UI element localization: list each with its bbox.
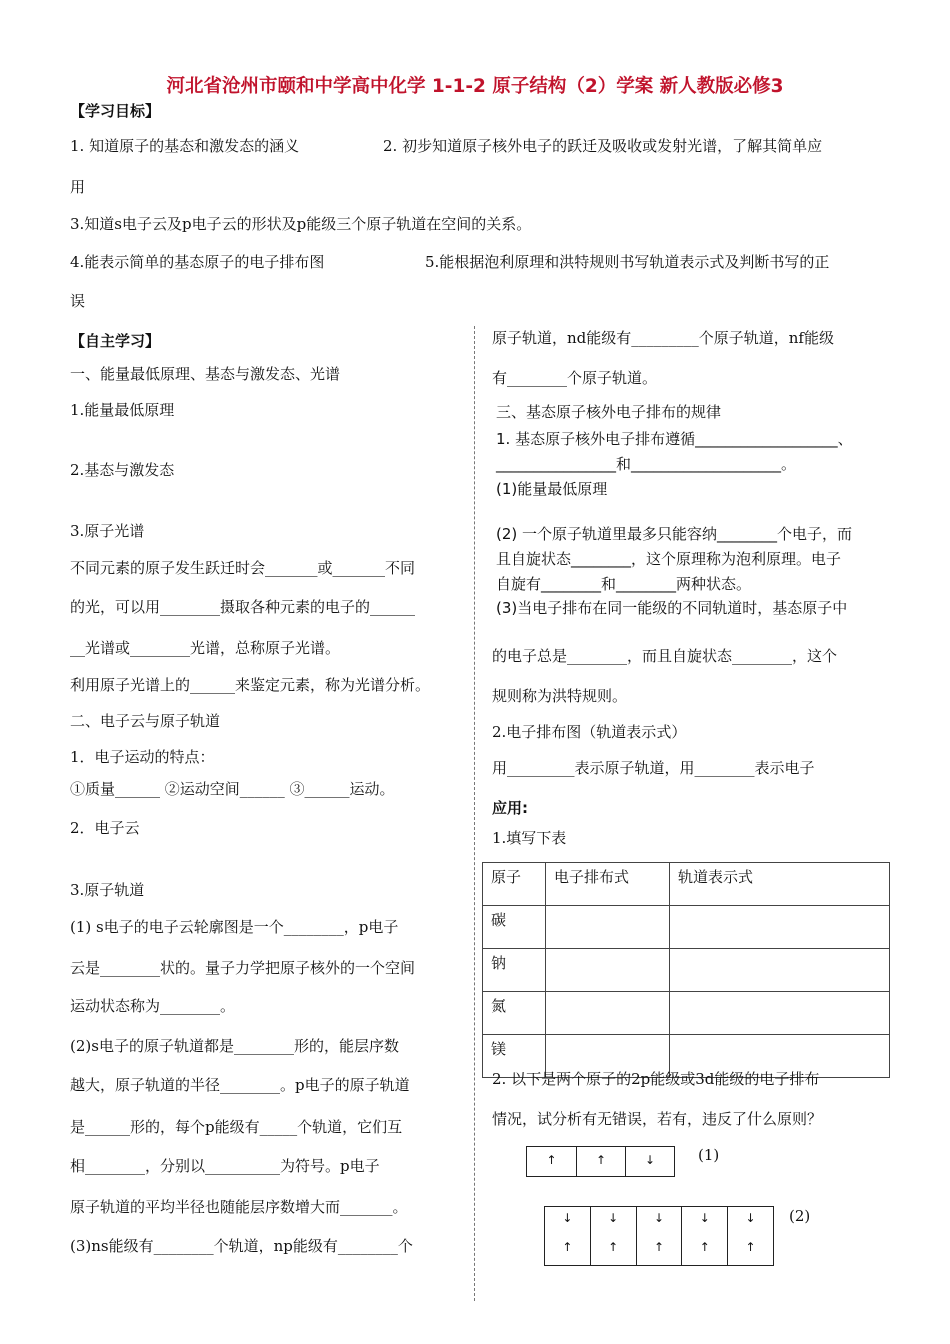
text-line: (1) s电子的电子云轮廓图是一个________，p电子 — [70, 918, 399, 936]
electron-config-table — [482, 862, 890, 1078]
orbital-cell — [527, 1147, 577, 1176]
atom-cell: 钠 — [483, 949, 546, 992]
arrow-up-icon: ↑ — [546, 1153, 557, 1167]
section-2-heading: 二、电子云与原子轨道 — [70, 712, 221, 730]
diagram-label-2: (2) — [789, 1207, 811, 1225]
arrow-down-icon: ↓ — [562, 1211, 573, 1225]
text-line: 原子轨道，nd能级有_________个原子轨道，nf能级 — [492, 329, 834, 347]
subsection-orbital-diagram: 2.电子排布图（轨道表示式） — [492, 723, 687, 741]
text-line: 原子轨道的平均半径也随能层序数增大而_______。 — [70, 1198, 408, 1216]
blank-cell[interactable] — [546, 906, 670, 949]
text-line: 自旋有________和________两种状态。 — [496, 575, 752, 593]
text-line: 1.填写下表 — [492, 829, 567, 847]
table-header: 原子 — [483, 863, 546, 906]
subsection-energy-principle: 1.能量最低原理 — [70, 401, 175, 419]
text-line: 且自旋状态________，这个原理称为泡利原理。电子 — [496, 550, 842, 568]
text-line: (2) 一个原子轨道里最多只能容纳________个电子，而 — [496, 525, 853, 543]
orbital-cell — [626, 1147, 674, 1176]
text-line: (2)s电子的原子轨道都是________形的，能层序数 — [70, 1037, 399, 1055]
text-line: 的光，可以用________摄取各种元素的电子的______ — [70, 598, 416, 616]
blank-cell[interactable] — [670, 906, 890, 949]
subsection-atomic-spectrum: 3.原子光谱 — [70, 522, 145, 540]
orbital-cell — [728, 1207, 773, 1265]
arrow-down-icon: ↓ — [653, 1211, 665, 1225]
text-line: (3)当电子排布在同一能级的不同轨道时，基态原子中 — [496, 599, 848, 617]
table-row — [483, 949, 890, 992]
application-heading: 应用: — [492, 799, 528, 817]
section-1-heading: 一、能量最低原理、基态与激发态、光谱 — [70, 365, 341, 383]
page-title: 河北省沧州市颐和中学高中化学 1-1-2 原子结构（2）学案 新人教版必修3 — [166, 76, 784, 97]
text-line: 用_________表示原子轨道，用________表示电子 — [492, 759, 815, 777]
text-line: 越大，原子轨道的半径________。p电子的原子轨道 — [70, 1076, 410, 1094]
table-header-row — [483, 863, 890, 906]
objectives-heading: 【学习目标】 — [70, 102, 161, 120]
orbital-cell — [682, 1207, 728, 1265]
objective-5: 5.能根据泡利原理和洪特规则书写轨道表示式及判断书写的正 — [425, 253, 830, 271]
atom-cell: 镁 — [483, 1035, 546, 1078]
table-header: 电子排布式 — [546, 863, 670, 906]
column-divider — [474, 326, 475, 1301]
orbital-box-1 — [526, 1146, 675, 1177]
text-line: 云是________状的。量子力学把原子核外的一个空间 — [70, 959, 416, 977]
text-line: ①质量______ ②运动空间______ ③______运动。 — [70, 780, 395, 798]
blank-cell[interactable] — [546, 992, 670, 1035]
orbital-cell — [591, 1207, 637, 1265]
objective-2: 2. 初步知道原子核外电子的跃迁及吸收或发射光谱，了解其简单应 — [383, 137, 823, 155]
text-line: 规则称为洪特规则。 — [492, 687, 628, 705]
text-line: 运动状态称为________。 — [70, 997, 236, 1015]
text-line: 有________个原子轨道。 — [492, 369, 658, 387]
arrow-down-icon: ↓ — [608, 1211, 619, 1225]
arrow-down-icon: ↓ — [699, 1211, 710, 1225]
diagram-label-1: (1) — [698, 1146, 720, 1164]
arrow-up-icon: ↑ — [653, 1240, 665, 1254]
text-line: 2. 以下是两个原子的2p能级或3d能级的电子排布 — [492, 1070, 820, 1088]
arrow-up-icon: ↑ — [745, 1240, 756, 1254]
subsection-atomic-orbital: 3.原子轨道 — [70, 881, 145, 899]
objective-4: 4.能表示简单的基态原子的电子排布图 — [70, 253, 325, 271]
text-line: 1. 基态原子核外电子排布遵循___________________、 — [496, 430, 853, 448]
self-study-heading: 【自主学习】 — [70, 332, 161, 350]
arrow-up-icon: ↑ — [699, 1240, 710, 1254]
arrow-down-icon: ↓ — [745, 1211, 756, 1225]
section-3-heading: 三、基态原子核外电子排布的规律 — [496, 403, 722, 421]
objective-1: 1. 知道原子的基态和激发态的涵义 — [70, 137, 300, 155]
blank-cell[interactable] — [670, 949, 890, 992]
arrow-up-icon: ↑ — [608, 1240, 619, 1254]
table-row — [483, 992, 890, 1035]
atom-cell: 氮 — [483, 992, 546, 1035]
orbital-cell — [577, 1147, 626, 1176]
objective-3: 3.知道s电子云及p电子云的形状及p能级三个原子轨道在空间的关系。 — [70, 215, 532, 233]
text-line: 利用原子光谱上的______来鉴定元素，称为光谱分析。 — [70, 676, 431, 694]
orbital-cell — [637, 1207, 683, 1265]
text-line: ________________和____________________。 — [496, 455, 797, 473]
orbital-cell — [545, 1207, 591, 1265]
text-line: (1)能量最低原理 — [496, 480, 608, 498]
blank-cell[interactable] — [546, 949, 670, 992]
subsection-electron-cloud: 2．电子云 — [70, 819, 140, 837]
arrow-up-icon: ↑ — [595, 1153, 607, 1167]
text-line: 的电子总是________，而且自旋状态________，这个 — [492, 647, 838, 665]
arrow-up-icon: ↑ — [562, 1240, 573, 1254]
objective-2-cont: 用 — [70, 178, 86, 196]
subsection-electron-motion: 1．电子运动的特点： — [70, 748, 215, 766]
table-header: 轨道表示式 — [670, 863, 890, 906]
text-line: __光谱或________光谱，总称原子光谱。 — [70, 639, 341, 657]
atom-cell: 碳 — [483, 906, 546, 949]
text-line: 不同元素的原子发生跃迁时会_______或_______不同 — [70, 559, 416, 577]
text-line: 是______形的，每个p能级有_____个轨道，它们互 — [70, 1118, 403, 1136]
subsection-ground-excited: 2.基态与激发态 — [70, 461, 175, 479]
orbital-box-2 — [544, 1206, 774, 1266]
arrow-down-icon: ↓ — [644, 1153, 656, 1167]
objective-5-cont: 误 — [70, 292, 86, 310]
text-line: 情况，试分析有无错误，若有，违反了什么原则？ — [492, 1110, 823, 1128]
text-line: (3)ns能级有________个轨道，np能级有________个 — [70, 1237, 413, 1255]
table-row — [483, 906, 890, 949]
blank-cell[interactable] — [670, 992, 890, 1035]
text-line: 相________，分别以__________为符号。p电子 — [70, 1157, 380, 1175]
